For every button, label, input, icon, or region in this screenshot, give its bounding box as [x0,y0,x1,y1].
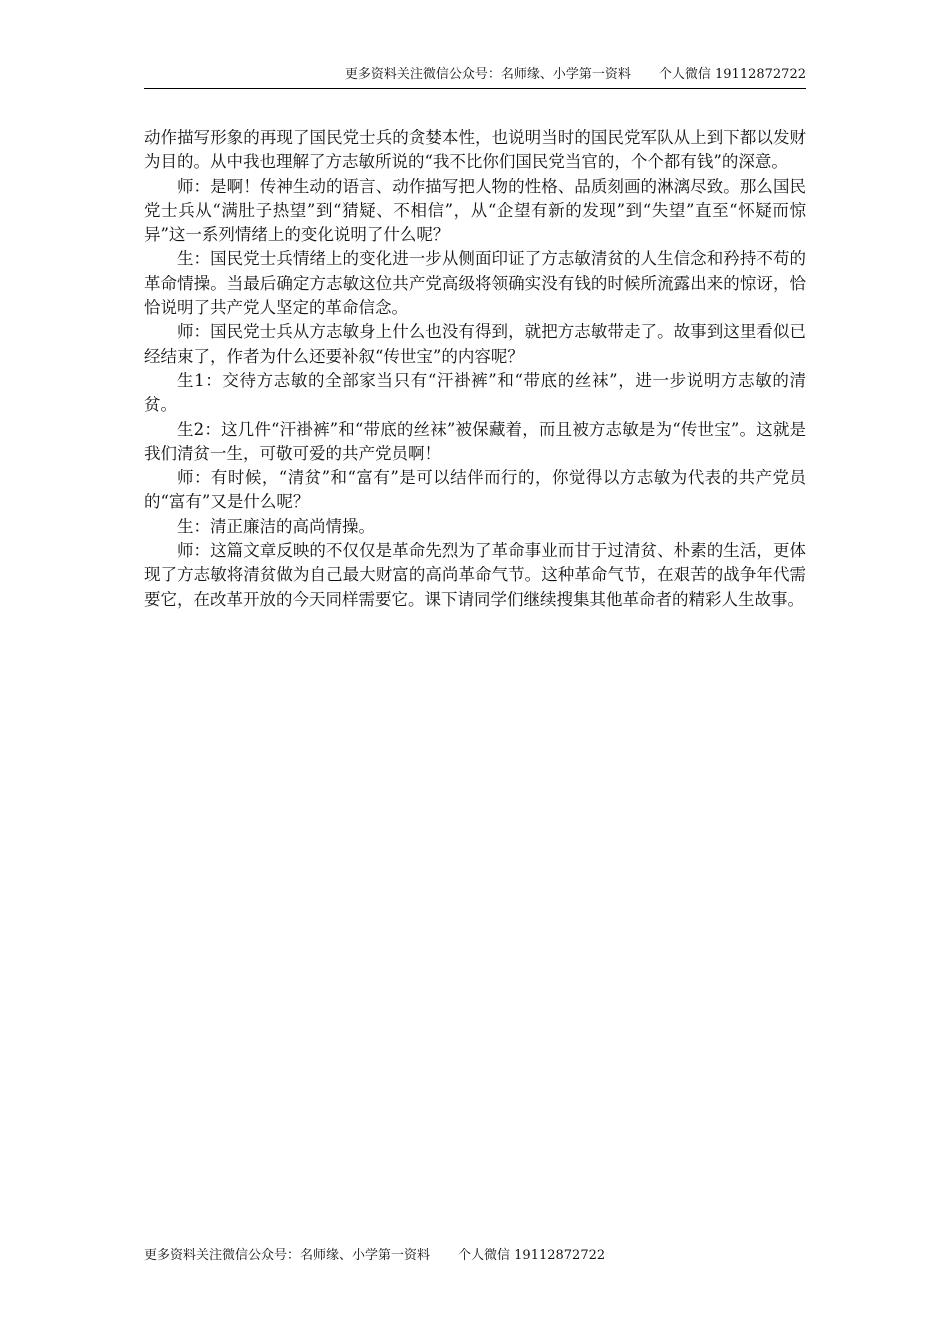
header-notice: 更多资料关注微信公众号：名师缘、小学第一资料 [344,67,631,82]
page-footer [144,1247,605,1265]
paragraph: 动作描写形象的再现了国民党士兵的贪婪本性，也说明当时的国民党军队从上到下都以发财为目的。从中我也理解了方志敏所说的“我不比你们国民党当官的，个个都有钱”的深意。 [144,128,806,172]
paragraph: 生2：这几件“汗褂裤”和“带底的丝袜”被保藏着，而且被方志敏是为“传世宝”。这就是我们清贫一生，可敬可爱的共产党员啊！ [144,419,806,463]
paragraph: 生1：交待方志敏的全部家当只有“汗褂裤”和“带底的丝袜”，进一步说明方志敏的清贫。 [144,370,806,415]
paragraph: 生：国民党士兵情绪上的变化进一步从侧面印证了方志敏清贫的人生信念和矜持不苟的革命情操。当最后确定方志敏这位共产党高级将领确实没有钱的时候所流露出来的惊讶，恰恰说明了共产党人坚定的革命信念。 [144,249,806,318]
paragraph: 师：国民党士兵从方志敏身上什么也没有得到，就把方志敏带走了。故事到这里看似已经结束了，作者为什么还要补叙“传世宝”的内容呢？ [144,322,806,366]
paragraph: 师：是啊！传神生动的语言、动作描写把人物的性格、品质刻画的淋漓尽致。那么国民党士兵从“满肚子热望”到“猜疑、不相信”，从“企望有新的发现”到“失望”直至“怀疑而惊异”这一系列情绪上的变化说明了什么呢？ [144,176,806,245]
page-header [144,66,806,89]
footer-contact: 个人微信 19112872722 [458,1248,606,1263]
paragraph: 生：清正廉洁的高尚情操。 [177,516,375,536]
header-contact: 个人微信 19112872722 [658,67,806,82]
paragraph: 师：有时候，“清贫”和“富有”是可以结伴而行的，你觉得以方志敏为代表的共产党员的“富有”又是什么呢？ [144,468,806,512]
paragraph: 师：这篇文章反映的不仅仅是革命先烈为了革命事业而甘于过清贫、朴素的生活，更体现了方志敏将清贫做为自己最大财富的高尚革命气节。这种革命气节，在艰苦的战争年代需要它，在改革开放的今天同样需要它。课下请同学们继续搜集其他革命者的精彩人生故事。 [144,541,806,609]
footer-notice: 更多资料关注微信公众号：名师缘、小学第一资料 [144,1248,431,1263]
document-body [144,126,806,612]
